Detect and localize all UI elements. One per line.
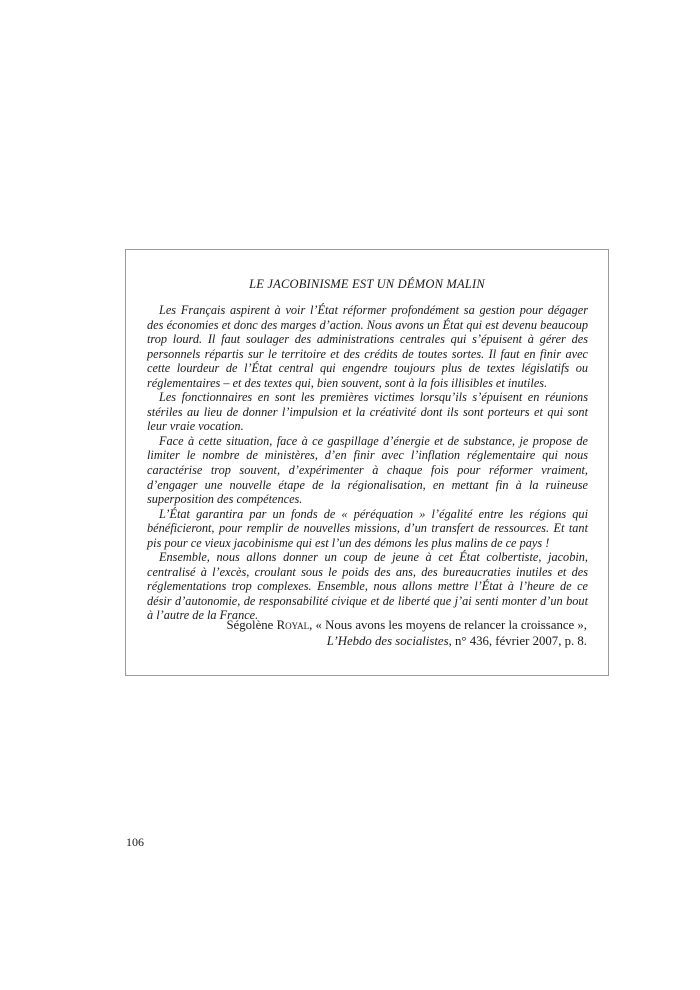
quote-paragraph-2: Les fonctionnaires en sont les premières victimes lorsqu’ils s’épuisent en réunions stériles au lieu de donner l’impulsion et la créativité dont ils sont porteurs et qui sont leur vraie vocation. xyxy=(147,390,588,434)
author-first-name: Ségolène xyxy=(226,618,274,632)
page-number: 106 xyxy=(126,835,144,849)
quote-paragraph-3: Face à cette situation, face à ce gaspillage d’énergie et de substance, je propose de limiter le nombre de ministères, d’en finir avec l’inflation réglementaire qui nous caractérise trop souvent, d’expérimenter à chaque fois pour réformer vraiment, d’engager une nouvelle étape de la régionalisation, en mettant fin à la ruineuse superposition des compétences. xyxy=(147,433,588,507)
attribution xyxy=(146,617,587,649)
article-title: , « Nous avons les moyens de relancer la croissance », xyxy=(309,618,587,632)
attribution-line-1 xyxy=(146,617,587,633)
box-title: LE JACOBINISME EST UN DÉMON MALIN xyxy=(249,277,485,291)
author-last-name: Royal xyxy=(276,618,310,632)
quote-paragraph-5: Ensemble, nous allons donner un coup de jeune à cet État colbertiste, jacobin, centralisé à l’excès, croulant sous le poids des ans, des bureaucraties inutiles et des réglementations trop complexes. Ensemble, nous allons mettre l’État à l’heure de ce désir d’autonomie, de responsabilité civique et de liberté que j’ai senti monter d’un bout à l’autre de la France. xyxy=(147,550,588,623)
quote-paragraph-1: Les Français aspirent à voir l’État réformer profondément sa gestion pour dégager des économies et donc des marges d’action. Nous avons un État qui est devenu beaucoup trop lourd. Il faut soulager des administrations centrales qui s’épuisent à gérer des personnels répartis sur le territoire et des crédits de toutes sortes. Il faut en finir avec cette lourdeur de l’État central qui engendre toujours plus de textes législatifs ou réglementaires – et des textes qui, bien souvent, sont à la fois illisibles et inutiles. xyxy=(147,303,588,390)
quote-box xyxy=(125,249,609,676)
quote-body xyxy=(147,303,588,623)
quote-paragraph-4: L’État garantira par un fonds de « péréquation » l’égalité entre les régions qui bénéficieront, pour remplir de nouvelles missions, d’un transfert de ressources. Et tant pis pour ce vieux jacobinisme qui est l’un des démons les plus malins de ce pays ! xyxy=(147,506,588,550)
journal-name: L’Hebdo des socialistes xyxy=(326,634,449,648)
publication-details: , n° 436, février 2007, p. 8. xyxy=(448,634,587,648)
attribution-line-2 xyxy=(146,633,587,649)
